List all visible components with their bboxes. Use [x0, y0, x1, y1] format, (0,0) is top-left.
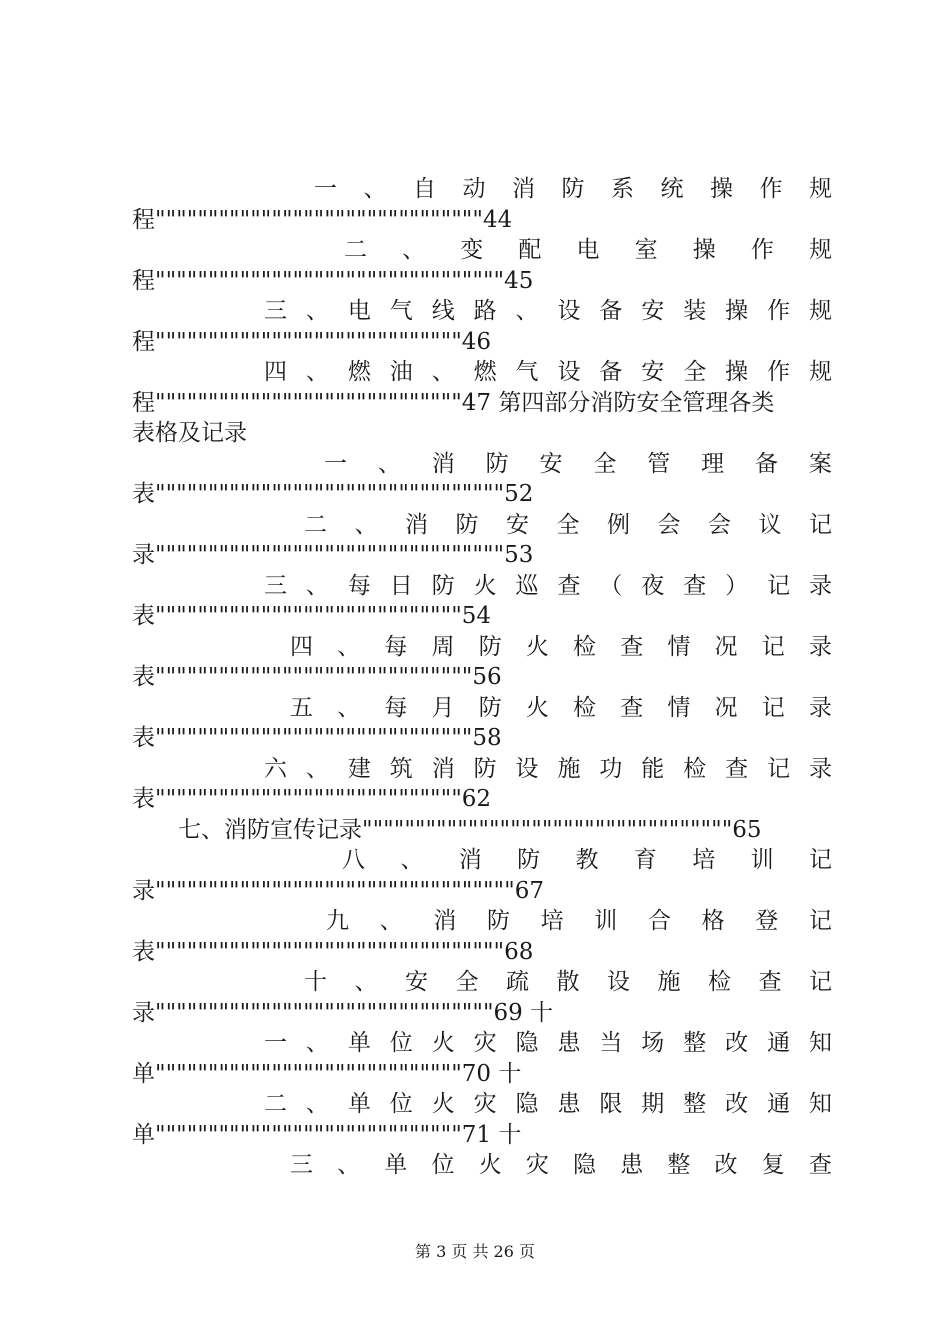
- toc-char: 十: [304, 969, 327, 995]
- toc-char: 全: [556, 511, 580, 538]
- toc-char: 、: [337, 1152, 361, 1178]
- toc-char: 室: [634, 237, 658, 263]
- toc-char: 电: [576, 237, 600, 263]
- toc-char: 、: [515, 298, 539, 324]
- toc-line: [132, 845, 832, 876]
- toc-char: 查: [557, 572, 581, 599]
- toc-char: 、: [354, 969, 378, 995]
- toc-char: 装: [683, 298, 707, 324]
- toc-char: 、: [305, 359, 329, 385]
- toc-char: 记: [809, 511, 832, 538]
- toc-char: 记: [761, 633, 785, 660]
- toc-line: [132, 1150, 832, 1181]
- toc-line-tail: 录""""""""""""""""""""""""""""""""69 十: [132, 999, 554, 1026]
- toc-char: 二: [344, 237, 367, 263]
- toc-char: 情: [667, 633, 691, 660]
- toc-char: 五: [290, 694, 313, 721]
- toc-char: 场: [641, 1030, 665, 1056]
- toc-line-tail: 录"""""""""""""""""""""""""""""""""53: [132, 542, 534, 568]
- toc-char: 三: [290, 1152, 313, 1178]
- toc-char: 油: [389, 359, 413, 385]
- toc-line-tail: 程"""""""""""""""""""""""""""""46: [132, 328, 492, 355]
- toc-line-tail: 表""""""""""""""""""""""""""""""58: [132, 725, 502, 751]
- toc-char: 建: [347, 755, 371, 782]
- toc-line-tail: 单"""""""""""""""""""""""""""""71 十: [132, 1121, 522, 1148]
- toc-char: 能: [641, 755, 665, 782]
- toc-line: [132, 1028, 832, 1059]
- toc-char: 、: [379, 908, 403, 934]
- toc-char: 检: [573, 633, 597, 660]
- toc-char: 录: [808, 694, 832, 721]
- toc-char: 患: [620, 1152, 644, 1178]
- toc-char: 操: [710, 176, 733, 202]
- toc-char: 防: [473, 755, 497, 782]
- toc-char: 查: [683, 572, 707, 599]
- toc-char: 培: [540, 908, 564, 934]
- toc-char: 安: [641, 298, 665, 324]
- toc-char: 作: [759, 176, 783, 202]
- toc-char: 查: [620, 633, 644, 660]
- toc-char: 施: [657, 969, 681, 995]
- toc-char: 患: [557, 1030, 581, 1056]
- toc-char: 期: [641, 1091, 665, 1117]
- toc-char: 例: [607, 511, 630, 538]
- toc-char: 夜: [641, 572, 665, 599]
- toc-char: 消: [405, 511, 428, 538]
- toc-char: 记: [808, 908, 832, 934]
- toc-char: 备: [599, 298, 623, 324]
- toc-char: 、: [305, 298, 329, 324]
- toc-char: 单: [347, 1030, 371, 1056]
- toc-char: 备: [755, 450, 778, 477]
- toc-line: [132, 693, 832, 724]
- toc-char: 作: [767, 298, 791, 324]
- toc-char: 、: [400, 847, 424, 873]
- toc-char: 全: [593, 450, 617, 477]
- toc-char: 案: [808, 450, 832, 477]
- toc-char: （: [599, 572, 623, 599]
- toc-char: 变: [460, 237, 484, 263]
- toc-char: 日: [389, 572, 413, 599]
- toc-char: 路: [473, 298, 497, 324]
- page-footer: 第 3 页 共 26 页: [415, 1242, 535, 1261]
- toc-char: 全: [683, 359, 707, 385]
- toc-char: 设: [557, 298, 581, 324]
- toc-char: 、: [363, 176, 387, 202]
- toc-char: 整: [683, 1091, 707, 1117]
- toc-char: ）: [725, 572, 749, 599]
- toc-line: [132, 449, 832, 480]
- toc-char: 记: [767, 755, 791, 782]
- table-of-contents: [132, 174, 832, 1181]
- toc-char: 单: [384, 1152, 408, 1178]
- toc-char: 规: [808, 359, 832, 385]
- toc-line: 七、消防宣传记录"""""""""""""""""""""""""""""""""""65: [178, 816, 762, 843]
- toc-char: 教: [575, 847, 599, 873]
- toc-char: 系: [611, 176, 634, 202]
- toc-char: 作: [767, 359, 791, 385]
- toc-char: 通: [767, 1091, 791, 1117]
- toc-char: 知: [808, 1091, 832, 1117]
- toc-char: 一: [314, 176, 337, 202]
- toc-char: 、: [305, 755, 329, 782]
- toc-char: 四: [290, 633, 313, 660]
- toc-char: 检: [708, 969, 731, 995]
- toc-char: 操: [725, 298, 749, 324]
- toc-line: [132, 632, 832, 663]
- toc-char: 合: [647, 908, 671, 934]
- toc-char: 限: [599, 1091, 623, 1117]
- toc-char: 四: [264, 359, 287, 385]
- toc-char: 八: [342, 847, 365, 873]
- toc-char: 消: [512, 176, 535, 202]
- toc-char: 疏: [506, 969, 529, 995]
- toc-char: 功: [599, 755, 623, 782]
- toc-char: 每: [384, 633, 408, 660]
- toc-char: 查: [758, 969, 782, 995]
- toc-char: 录: [808, 572, 832, 599]
- toc-line: [132, 754, 832, 785]
- toc-char: 九: [326, 908, 349, 934]
- toc-line: [132, 1089, 832, 1120]
- toc-line: [132, 296, 832, 327]
- toc-char: 规: [809, 237, 832, 263]
- toc-char: 作: [750, 237, 774, 263]
- toc-char: 动: [462, 176, 486, 202]
- toc-char: 月: [431, 694, 455, 721]
- toc-char: 情: [667, 694, 691, 721]
- toc-char: 防: [478, 633, 502, 660]
- toc-char: 通: [767, 1030, 791, 1056]
- toc-char: 管: [647, 450, 671, 477]
- toc-char: 火: [525, 633, 549, 660]
- toc-char: 录: [808, 755, 832, 782]
- toc-char: 、: [305, 1091, 329, 1117]
- toc-line: [132, 510, 832, 541]
- toc-char: 火: [431, 1030, 455, 1056]
- toc-char: 气: [389, 298, 413, 324]
- toc-char: 记: [767, 572, 791, 599]
- toc-char: 会: [708, 511, 731, 538]
- toc-char: 检: [573, 694, 597, 721]
- toc-char: 、: [305, 1030, 329, 1056]
- toc-char: 设: [557, 359, 581, 385]
- toc-char: 况: [714, 633, 738, 660]
- toc-char: 灾: [473, 1030, 497, 1056]
- toc-char: 、: [402, 237, 426, 263]
- toc-char: 安: [539, 450, 563, 477]
- toc-char: 训: [750, 847, 774, 873]
- toc-char: 一: [324, 450, 347, 477]
- toc-char: 查: [808, 1152, 832, 1178]
- toc-char: 知: [808, 1030, 832, 1056]
- toc-char: 火: [525, 694, 549, 721]
- toc-char: 改: [714, 1152, 738, 1178]
- toc-char: 二: [304, 511, 327, 538]
- toc-char: 防: [517, 847, 541, 873]
- toc-line: [132, 571, 832, 602]
- toc-char: 全: [455, 969, 479, 995]
- toc-char: 消: [458, 847, 482, 873]
- toc-line-tail: 表"""""""""""""""""""""""""""""62: [132, 786, 492, 812]
- toc-char: 况: [714, 694, 738, 721]
- toc-char: 隐: [573, 1152, 597, 1178]
- toc-char: 安: [506, 511, 529, 538]
- toc-char: 灾: [525, 1152, 549, 1178]
- toc-char: 配: [518, 237, 542, 263]
- toc-line-tail: 录""""""""""""""""""""""""""""""""""67: [132, 877, 544, 904]
- toc-char: 整: [683, 1030, 707, 1056]
- toc-char: 每: [384, 694, 408, 721]
- toc-char: 隐: [515, 1091, 539, 1117]
- toc-char: 记: [809, 847, 832, 873]
- toc-char: 患: [557, 1091, 581, 1117]
- toc-char: 隐: [515, 1030, 539, 1056]
- toc-char: 火: [431, 1091, 455, 1117]
- toc-char: 燃: [347, 359, 371, 385]
- toc-char: 灾: [473, 1091, 497, 1117]
- toc-char: 改: [725, 1030, 749, 1056]
- toc-line: [132, 174, 832, 205]
- toc-char: 安: [405, 969, 428, 995]
- toc-char: 、: [431, 359, 455, 385]
- toc-line-tail: 单"""""""""""""""""""""""""""""70 十: [132, 1060, 522, 1087]
- toc-line-tail: 表"""""""""""""""""""""""""""""""""68: [132, 938, 534, 965]
- toc-char: 每: [347, 572, 371, 599]
- toc-line-tail: 表"""""""""""""""""""""""""""""""""52: [132, 481, 534, 507]
- toc-char: 防: [561, 176, 585, 202]
- toc-char: 六: [264, 755, 287, 782]
- toc-char: 规: [808, 298, 832, 324]
- toc-char: 查: [620, 694, 644, 721]
- toc-char: 整: [667, 1152, 691, 1178]
- toc-char: 单: [347, 1091, 371, 1117]
- toc-char: 统: [660, 176, 684, 202]
- toc-char: 查: [725, 755, 749, 782]
- toc-char: 会: [657, 511, 681, 538]
- toc-line: [132, 357, 832, 388]
- toc-char: 巡: [515, 572, 539, 599]
- toc-line: [132, 235, 832, 266]
- toc-char: 散: [556, 969, 580, 995]
- toc-line-tail: 程"""""""""""""""""""""""""""""""44: [132, 206, 513, 233]
- toc-char: 操: [692, 237, 716, 263]
- toc-char: 施: [557, 755, 581, 782]
- toc-char: 周: [431, 633, 455, 660]
- toc-char: 筑: [389, 755, 413, 782]
- toc-char: 电: [347, 298, 371, 324]
- toc-char: 防: [486, 908, 510, 934]
- toc-char: 设: [515, 755, 539, 782]
- toc-char: 消: [431, 450, 455, 477]
- toc-char: 线: [431, 298, 455, 324]
- toc-char: 安: [641, 359, 665, 385]
- toc-char: 位: [389, 1030, 413, 1056]
- toc-char: 燃: [473, 359, 497, 385]
- toc-char: 消: [431, 755, 455, 782]
- toc-char: 当: [599, 1030, 623, 1056]
- toc-char: 一: [264, 1030, 287, 1056]
- toc-char: 复: [761, 1152, 785, 1178]
- toc-char: 火: [478, 1152, 502, 1178]
- toc-line: [132, 906, 832, 937]
- toc-char: 防: [478, 694, 502, 721]
- toc-line-tail: 程"""""""""""""""""""""""""""""47 第四部分消防安全管理各类: [132, 389, 775, 416]
- toc-char: 防: [455, 511, 479, 538]
- toc-char: 改: [725, 1091, 749, 1117]
- toc-char: 二: [264, 1091, 287, 1117]
- toc-char: 、: [337, 633, 361, 660]
- toc-char: 培: [692, 847, 716, 873]
- toc-char: 记: [809, 969, 832, 995]
- toc-char: 位: [389, 1091, 413, 1117]
- toc-char: 气: [515, 359, 539, 385]
- toc-char: 自: [413, 176, 436, 202]
- toc-char: 防: [485, 450, 509, 477]
- toc-line: [132, 967, 832, 998]
- toc-char: 、: [305, 572, 329, 599]
- toc-char: 三: [264, 298, 287, 324]
- toc-char: 育: [633, 847, 657, 873]
- toc-char: 位: [431, 1152, 455, 1178]
- toc-char: 操: [725, 359, 749, 385]
- toc-char: 三: [264, 572, 287, 599]
- toc-char: 记: [761, 694, 785, 721]
- toc-char: 火: [473, 572, 497, 599]
- section-heading-tail: 表格及记录: [132, 420, 247, 446]
- toc-line-tail: 表""""""""""""""""""""""""""""""56: [132, 664, 502, 690]
- toc-char: 录: [808, 633, 832, 660]
- toc-char: 议: [758, 511, 782, 538]
- toc-char: 防: [431, 572, 455, 599]
- toc-char: 格: [701, 908, 725, 934]
- toc-char: 、: [354, 511, 378, 538]
- toc-char: 、: [337, 694, 361, 721]
- toc-char: 设: [607, 969, 630, 995]
- toc-char: 消: [433, 908, 457, 934]
- toc-char: 训: [594, 908, 618, 934]
- toc-line-tail: 程"""""""""""""""""""""""""""""""""45: [132, 267, 534, 294]
- toc-char: 理: [701, 450, 725, 477]
- toc-char: 备: [599, 359, 623, 385]
- toc-char: 检: [683, 755, 707, 782]
- toc-char: 、: [377, 450, 401, 477]
- toc-char: 登: [755, 908, 779, 934]
- toc-line-tail: 表"""""""""""""""""""""""""""""54: [132, 603, 492, 629]
- toc-char: 规: [809, 176, 832, 202]
